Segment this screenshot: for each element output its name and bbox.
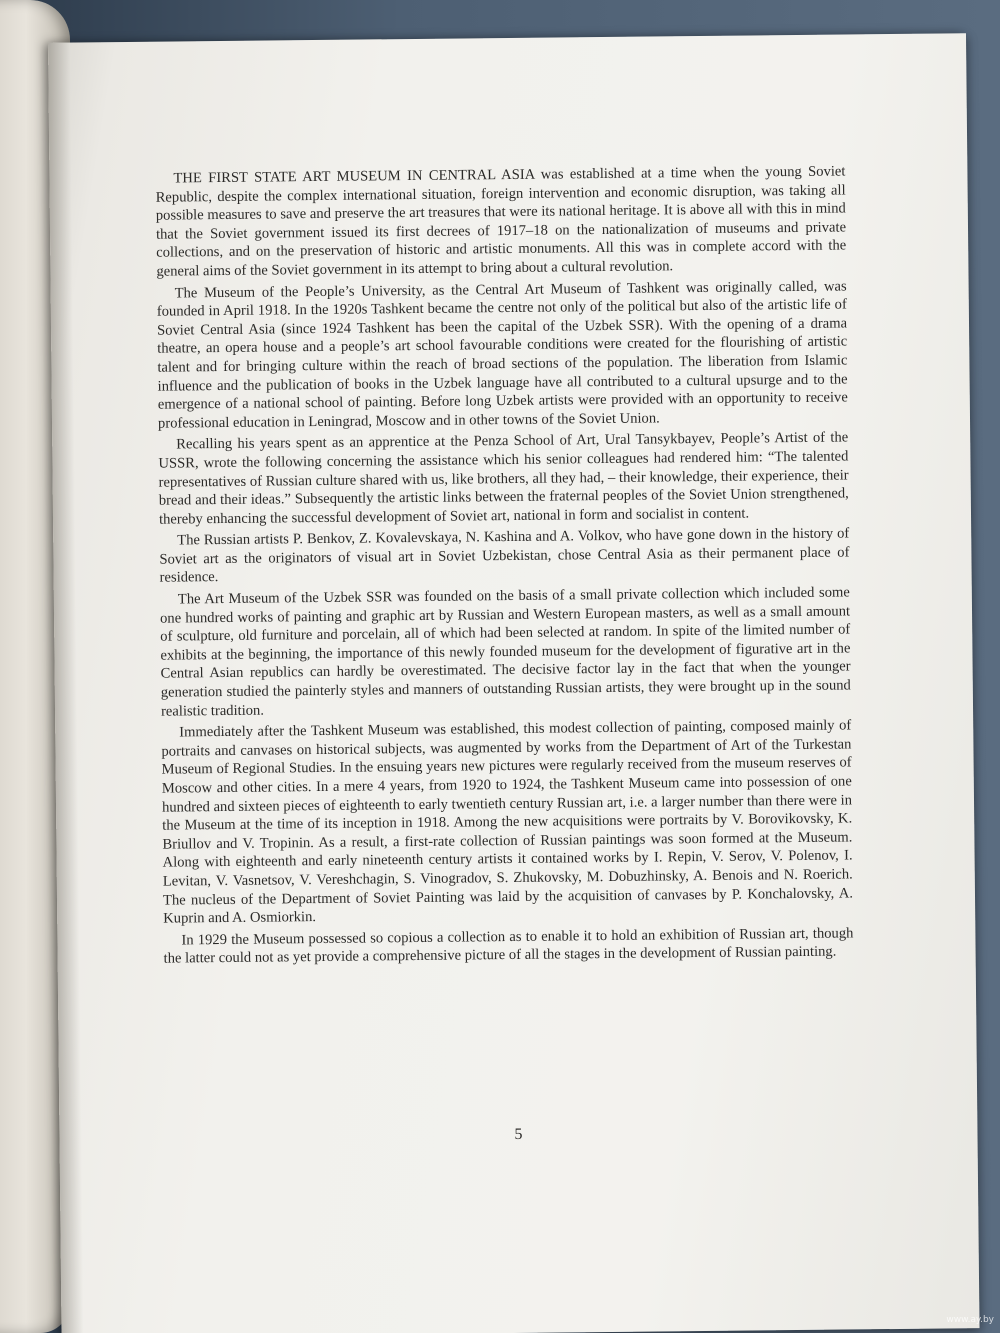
paragraph-2: The Museum of the People’s University, as the Central Art Museum of Tashkent was originally called, was founded in April 1918. In the 1920s Tashkent became the centre not only of the political but also of the artistic life of Soviet Central Asia (since 1924 Tashkent has been the capital of the Uzbek SSR). With the opening of a drama theatre, an opera house and a people’s art school favourable conditions were created for the flourishing of artistic talent and for bringing culture within the reach of broad sections of the population. The liberation from Islamic influence and the publication of books in the Uzbek language have all contributed to a cultural upsurge and to the emergence of a national school of painting. Before long Uzbek artists were provided with an opportunity to receive professional education in Leningrad, Moscow and in other towns of the Soviet Union. [156,278,848,432]
watermark: www.ay.by [946,1315,994,1325]
paragraph-text: was established at a time when the young Soviet Republic, despite the complex international situation, foreign intervention and economic disruption, was taking all possible measures to save and preserve the art treasures that were its national heritage. It is above all with this in mind that the Soviet government issued its first decrees of 1917–18 on the nationalization of museums and private collections, and on the preservation of historic and artistic monuments. All this was in complete accord with the general aims of the Soviet government in its attempt to bring about a cultural revolution. [155,163,847,280]
book-page [48,33,980,1333]
body-text [155,162,853,971]
paragraph-3: Recalling his years spent as an apprentice at the Penza School of Art, Ural Tansykbayev, People’s Artist of the USSR, wrote the following concerning the assistance which his senior colleagues had rendered him: “The talented representatives of Russian culture shared with us, like brothers, all they had, – their knowledge, their experience, their bread and their ideas.” Subsequently the artistic links between the fraternal peoples of the Soviet Union strengthened, thereby enhancing the successful development of Soviet art, national in form and socialist in content. [158,429,849,528]
paragraph-lead: THE FIRST STATE ART MUSEUM IN CENTRAL ASIA [173,166,535,187]
paragraph-4: The Russian artists P. Benkov, Z. Kovalevskaya, N. Kashina and A. Volkov, who have gone down in the history of Soviet art as the originators of visual art in Soviet Uzbekistan, chose Central Asia as their permanent place of residence. [159,525,850,587]
paragraph-1 [155,162,846,281]
paragraph-7: In 1929 the Museum possessed so copious a collection as to enable it to hold an exhibition of Russian art, though the latter could not as yet provide a comprehensive picture of all the stages in the development of Russian painting. [163,925,854,967]
paragraph-5: The Art Museum of the Uzbek SSR was founded on the basis of a small private collection which included some one hundred works of painting and graphic art by Russian and Western European masters, as well as a small amount of sculpture, old furniture and porcelain, all of which had been selected at random. In spite of the limited number of exhibits at the beginning, the importance of this newly founded museum for the development of figurative art in the Central Asian republics can hardly be overestimated. The decisive factor lay in the fact that when the younger generation studied the painterly styles and manners of outstanding Russian artists, they were brought up in the sound realistic tradition. [159,584,851,720]
paragraph-6: Immediately after the Tashkent Museum was established, this modest collection of painting, composed mainly of portraits and canvases on historical subjects, was augmented by works from the Department of Art of the Turkestan Museum of Regional Studies. In the ensuing years new pictures were regularly received from the museum reserves of Moscow and other cities. In a mere 4 years, from 1920 to 1924, the Tashkent Museum came into possession of one hundred and sixteen pieces of eighteenth to early twentieth century Russian art, i.e. a larger number than there were in the Museum at the time of its inception in 1918. Among the new acquisitions were portraits by V. Borovikovsky, K. Briullov and V. Tropinin. As a result, a first-rate collection of Russian paintings was soon formed at the Museum. Along with eighteenth and early nineteenth century artists it contained works by I. Repin, V. Serov, V. Polenov, I. Levitan, V. Vasnetsov, V. Vereshchagin, S. Vinogradov, S. Zhukovsky, M. Dobuzhinsky, A. Benois and N. Roerich. The nucleus of the Department of Soviet Painting was laid by the acquisition of canvases by P. Konchalovsky, A. Kuprin and A. Osmiorkin. [161,717,854,927]
page-number: 5 [514,1125,523,1143]
